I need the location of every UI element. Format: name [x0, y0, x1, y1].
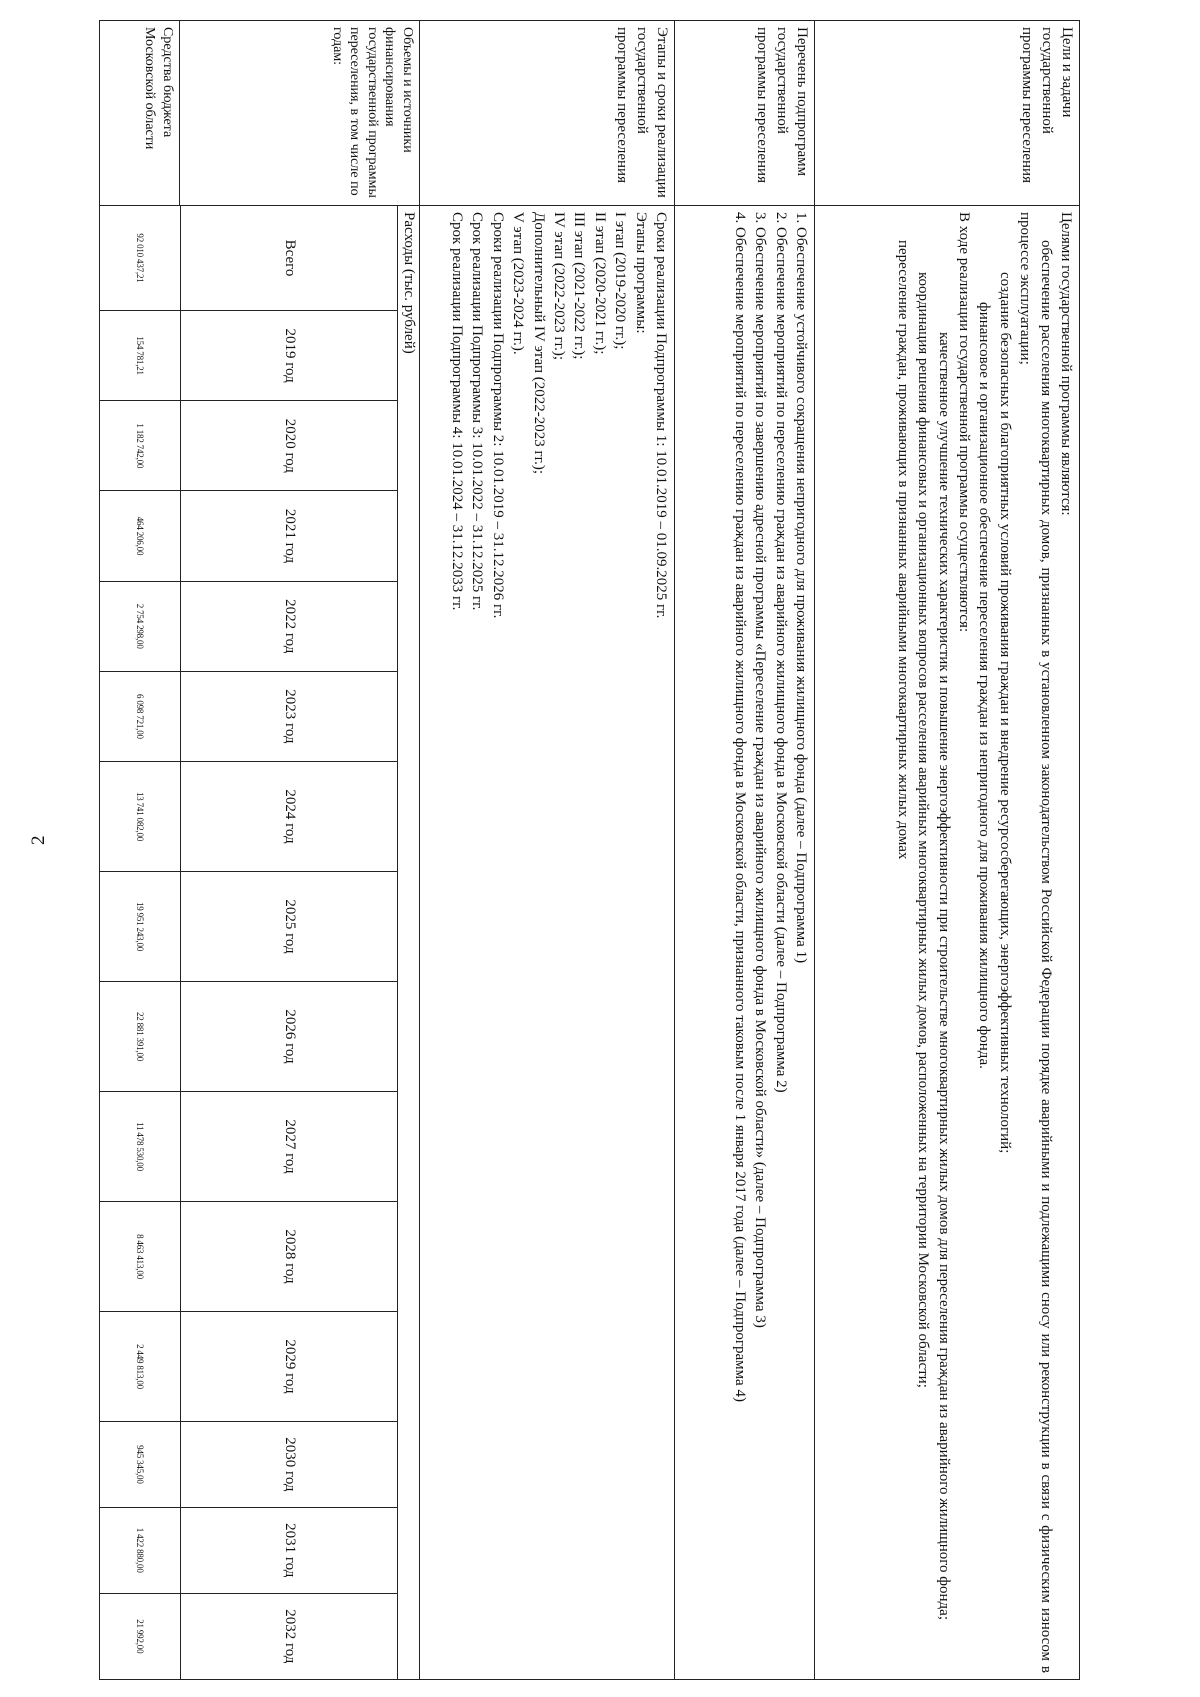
year-value: 11 478 530,00 [100, 1092, 181, 1202]
years-header-row [181, 206, 397, 1679]
goals-line: качественное улучшение технических характеристик и повышение энергоэффективности при строительстве многоквартирных жилых домов для переселения граждан из аварийного жилищного фонда; [935, 332, 952, 1620]
financing-row [100, 21, 420, 1680]
year-header: 2021 год [181, 491, 397, 581]
year-header: 2032 год [181, 1593, 397, 1679]
year-value: 22 881 391,00 [100, 982, 181, 1092]
goals-content [815, 206, 1080, 1680]
year-header: 2029 год [181, 1312, 397, 1422]
financing-label-cell [100, 21, 420, 206]
financing-label: Объемы и источники финансирования государственной программы переселения, в том числе по годам: [179, 21, 419, 205]
year-value: 1 422 880,00 [100, 1507, 181, 1593]
year-value: 8 463 413,00 [100, 1202, 181, 1312]
year-header: 2026 год [181, 982, 397, 1092]
goals-label: Цели и задачи государственной программы переселения [815, 21, 1080, 206]
page-number: 2 [28, 835, 49, 845]
expenses-title: Расходы (тыс. рублей) [397, 206, 419, 1679]
stages-line: III этап (2021-2022 гг.); [571, 212, 588, 360]
year-value: 13 741 082,00 [100, 762, 181, 872]
stages-line: V этап (2023-2024 гг.). [510, 212, 527, 355]
year-header: 2031 год [181, 1507, 397, 1593]
stages-line: II этап (2020-2021 гг.); [591, 212, 608, 355]
subprograms-content [675, 206, 815, 1680]
stages-line: I этап (2019-2020 гг.); [612, 212, 629, 350]
stages-content [420, 206, 675, 1680]
goals-line: обеспечение расселения многоквартирных домов, признанных в установленном законодательством Российской Федерации порядке аварийными и подлежащими сносу или реконструкции в связи с физическим износом в процессе эксплуатации; [1017, 212, 1054, 1673]
budget-source-label: Средства бюджета Московской области [142, 27, 175, 150]
year-header: 2030 год [181, 1422, 397, 1508]
total-header: Всего [181, 206, 397, 311]
year-value: 19 951 243,00 [100, 872, 181, 982]
subprograms-label: Перечень подпрограмм государственной программы переселения [675, 21, 815, 206]
goals-line: Целями государственной программы являются: [1058, 212, 1074, 516]
year-header: 2024 год [181, 762, 397, 872]
stages-line: Этапы программы: [632, 212, 649, 334]
goals-line: координация решения финансовых и организационных вопросов расселения аварийных многоквартирных жилых домов, расположенных на территории Московской области; [915, 272, 932, 1388]
subprogram-item: 1. Обеспечение устойчивого сокращения непригодного для проживания жилищного фонда (далее – Подпрограмма 1) [793, 212, 809, 964]
goals-line: В ходе реализации государственной программы осуществляются: [956, 212, 973, 633]
subprogram-item: 3. Обеспечение мероприятий по завершению адресной программы «Переселение граждан из аварийного жилищного фонда в Московской области» (далее – Подпрограмма 3) [752, 212, 769, 1328]
year-value: 154 781,21 [100, 311, 181, 401]
year-header: 2027 год [181, 1092, 397, 1202]
stages-line: Сроки реализации Подпрограммы 1: 10.01.2019 – 01.09.2025 гг. [653, 212, 669, 619]
subprograms-row [675, 21, 815, 1680]
year-header: 2020 год [181, 401, 397, 491]
total-value: 92 010 437,21 [100, 206, 181, 311]
program-passport-table [99, 20, 1080, 1680]
year-value: 6 098 721,00 [100, 671, 181, 761]
financing-content [100, 206, 420, 1680]
stages-line: Срок реализации Подпрограммы 3: 10.01.2022 – 31.12.2025 гг. [469, 212, 486, 611]
year-header: 2019 год [181, 311, 397, 401]
goals-line: создание безопасных и благоприятных условий проживания граждан и внедрение ресурсосберегающих, энергоэффективных технологий; [996, 272, 1013, 1154]
stages-line: Срок реализации Подпрограммы 4: 10.01.2024 – 31.12.2033 гг. [449, 212, 466, 611]
stages-line: Дополнительный IV этап (2022-2023 гг.); [530, 212, 547, 475]
year-value: 2 449 813,00 [100, 1312, 181, 1422]
expenses-table [100, 206, 397, 1679]
goals-row [815, 21, 1080, 1680]
year-header: 2023 год [181, 671, 397, 761]
year-value: 464 206,00 [100, 491, 181, 581]
subprogram-item: 4. Обеспечение мероприятий по переселению граждан из аварийного жилищного фонда в Московской области, признанного таковым после 1 января 2017 года (далее – Подпрограмма 4) [731, 212, 748, 1402]
goals-line: переселение граждан, проживающих в признанных аварийными многоквартирных жилых домах [894, 240, 911, 860]
stages-row [420, 21, 675, 1680]
year-value: 2 754 298,00 [100, 581, 181, 671]
stages-line: IV этап (2022-2023 гг.); [551, 212, 568, 360]
year-value: 1 182 742,00 [100, 401, 181, 491]
stages-line: Сроки реализации Подпрограммы 2: 10.01.2019 – 31.12.2026 гг. [489, 212, 506, 619]
year-header: 2025 год [181, 872, 397, 982]
year-header: 2022 год [181, 581, 397, 671]
year-value: 945 345,00 [100, 1422, 181, 1508]
stages-label: Этапы и сроки реализации государственной программы переселения [420, 21, 675, 206]
budget-values-row [100, 206, 181, 1679]
goals-line: финансовое и организационное обеспечение переселения граждан из непригодного для проживания жилищного фонда. [976, 302, 993, 1069]
rotated-document-sheet [100, 20, 1080, 1680]
subprogram-item: 2. Обеспечение мероприятий по переселению граждан из аварийного жилищного фонда в Московской области (далее – Подпрограмма 2) [772, 212, 789, 1093]
year-header: 2028 год [181, 1202, 397, 1312]
year-value: 21 992,00 [100, 1593, 181, 1679]
